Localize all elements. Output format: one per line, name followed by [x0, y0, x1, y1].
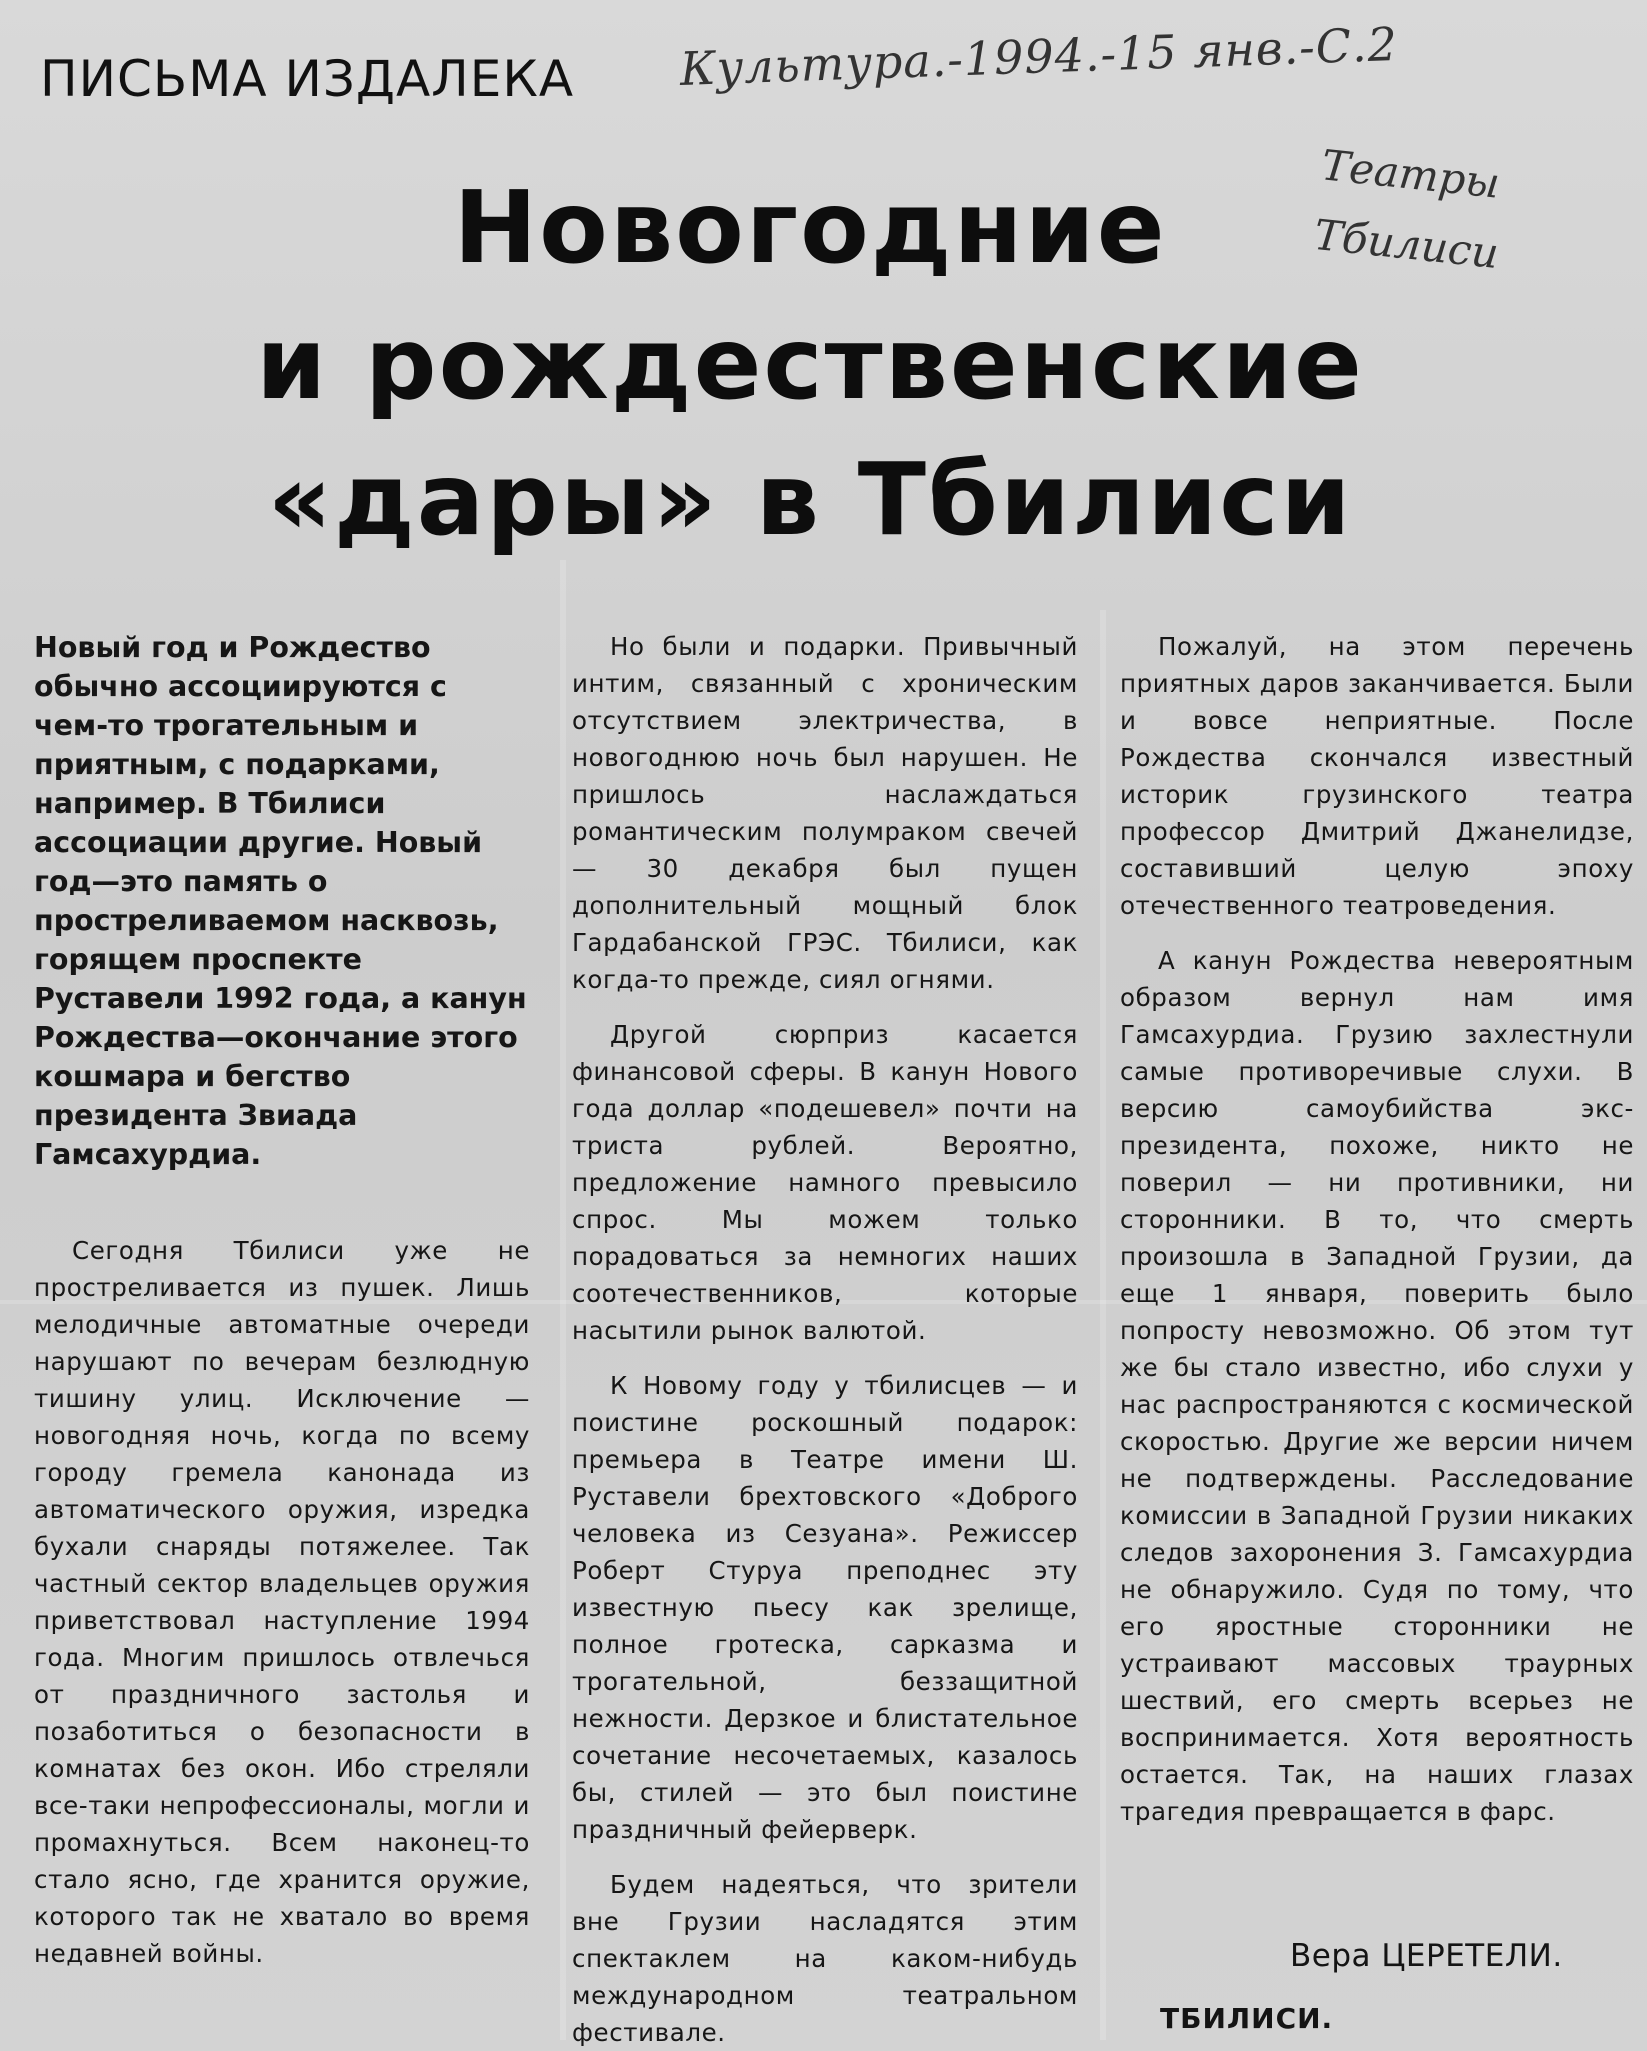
article-headline — [110, 160, 1510, 568]
article-paragraph: Другой сюрприз касается финансовой сферы. В канун Нового года доллар «подешевел» почти на триста рублей. Вероятно, предложение намного превысило спрос. Мы можем только порадоваться за немногих наших соотечественников, которые насытили рынок валютой. — [572, 1020, 1078, 1345]
dateline-city: ТБИЛИСИ. — [1160, 2002, 1334, 2035]
handwritten-topic-note: Театры Тбилиси — [1311, 140, 1503, 279]
section-rubric: ПИСЬМА ИЗДАЛЕКА — [40, 50, 575, 108]
article-column-2 — [572, 628, 1078, 2051]
article-paragraph: Но были и подарки. Привычный интим, связанный с хроническим отсутствием электричества, в новогоднюю ночь был нарушен. Не пришлось наслаждаться романтическим полумраком свечей — 30 декабря был пущен дополнительный мощный блок Гардабанской ГРЭС. Тбилиси, как когда-то прежде, сиял огнями. — [572, 632, 1078, 994]
article-paragraph: Сегодня Тбилиси уже не простреливается из пушек. Лишь мелодичные автоматные очереди нарушают по вечерам безлюдную тишину улиц. Исключение — новогодняя ночь, когда по всему городу гремела канонада из автоматического оружия, изредка бухали снаряды потяжелее. Так частный сектор владельцев оружия приветствовал наступление 1994 года. Многим пришлось отвлечься от праздничного застолья и позаботиться о безопасности в комнатах без окон. Ибо стреляли все-таки непрофессионалы, могли и промахнуться. Всем наконец-то стало ясно, где хранится оружие, которого так не хватало во время недавней войны. — [34, 1236, 530, 1968]
author-signature: Вера ЦЕРЕТЕЛИ. — [1290, 1938, 1563, 1974]
article-paragraph: К Новому году у тбилисцев — и поистине роскошный подарок: премьера в Театре имени Ш. Руставели брехтовского «Доброго человека из Сезуана». Режиссер Роберт Стуруа преподнес эту известную пьесу как зрелище, полное гротеска, сарказма и трогательной, беззащитной нежности. Дерзкое и блистательное сочетание несочетаемых, казалось бы, стилей — это был поистине праздничный фейерверк. — [572, 1371, 1078, 1844]
article-lead: Новый год и Рождество обычно ассоциируются с чем-то трогательным и приятным, с подарками, например. В Тбилиси ассоциации другие. Новый год—это память о простреливаемом насквозь, горящем проспекте Руставели 1992 года, а канун Рождества—окончание этого кошмара и бегство президента Звиада Гамсахурдиа. — [34, 631, 527, 1171]
fold-mark — [1100, 610, 1106, 2040]
headline-line: Новогодние — [453, 169, 1167, 286]
article-paragraph: Пожалуй, на этом перечень приятных даров заканчивается. Были и вовсе неприятные. После Рождества скончался известный историк грузинского театра профессор Дмитрий Джанелидзе, составивший целую эпоху отечественного театроведения. — [1120, 632, 1634, 920]
handwritten-source-note: Культура.-1994.-15 янв.-С.2 — [679, 16, 1399, 96]
headline-line: и рождественские — [256, 305, 1364, 422]
article-paragraph: Будем надеяться, что зрители вне Грузии насладятся этим спектаклем на каком-нибудь международном театральном фестивале. — [572, 1870, 1078, 2047]
article-paragraph: А канун Рождества невероятным образом вернул нам имя Гамсахурдиа. Грузию захлестнули самые противоречивые слухи. В версию самоубийства экс-президента, похоже, никто не поверил — ни противники, ни сторонники. В то, что смерть произошла в Западной Грузии, да еще 1 января, поверить было попросту невозможно. Об этом тут же бы стало известно, ибо слухи у нас распространяются с космической скоростью. Другие же версии ничем не подтверждены. Расследование комиссии в Западной Грузии никаких следов захоронения З. Гамсахурдиа не обнаружило. Судя по тому, что его яростные сторонники не устраивают массовых траурных шествий, его смерть всерьез не воспринимается. Хотя вероятность остается. Так, на наших глазах трагедия превращается в фарс. — [1120, 946, 1634, 1826]
article-column-3 — [1120, 628, 1634, 1848]
headline-line: «дары» в Тбилиси — [267, 441, 1353, 558]
article-column-1 — [34, 628, 530, 1972]
